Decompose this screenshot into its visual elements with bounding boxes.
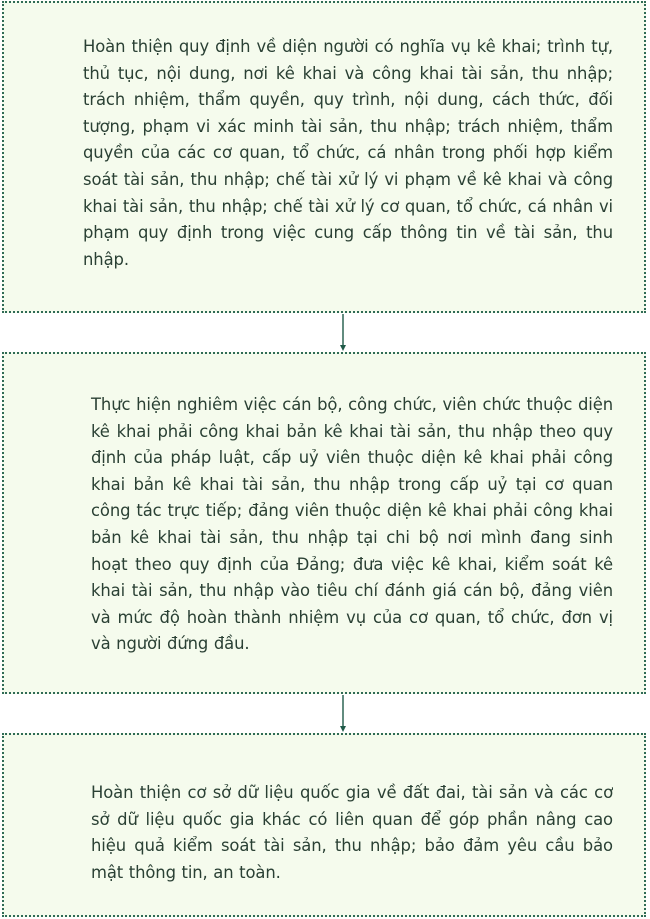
down-arrow-icon [337, 695, 349, 733]
flow-step-1-box [2, 1, 646, 313]
flow-step-3-box [2, 733, 646, 917]
flow-step-1-text: Hoàn thiện quy định về diện người có nghĩa vụ kê khai; trình tự, thủ tục, nội dung, nơi kê khai và công khai tài sản, thu nhập; trách nhiệm, thẩm quyền, quy trình, nội dung, cách thức, đối tượng, phạm vi xác minh tài sản, thu nhập; trách nhiệm, thẩm quyền của các cơ quan, tổ chức, cá nhân trong phối hợp kiểm soát tài sản, thu nhập; chế tài xử lý vi phạm về kê khai và công khai tài sản, thu nhập; chế tài xử lý cơ quan, tổ chức, cá nhân vi phạm quy định trong việc cung cấp thông tin về tài sản, thu nhập. [83, 37, 613, 269]
flow-step-2-text: Thực hiện nghiêm việc cán bộ, công chức, viên chức thuộc diện kê khai phải công khai bản kê khai tài sản, thu nhập theo quy định của pháp luật, cấp uỷ viên thuộc diện kê khai phải công khai bản kê khai tài sản, thu nhập trong cấp uỷ tại cơ quan công tác trực tiếp; đảng viên thuộc diện kê khai phải công khai bản kê khai tài sản, thu nhập tại chi bộ nơi mình đang sinh hoạt theo quy định của Đảng; đưa việc kê khai, kiểm soát kê khai tài sản, thu nhập vào tiêu chí đánh giá cán bộ, đảng viên và mức độ hoàn thành nhiệm vụ của cơ quan, tổ chức, đơn vị và người đứng đầu. [91, 395, 613, 654]
down-arrow-icon [337, 314, 349, 352]
flow-step-3-text: Hoàn thiện cơ sở dữ liệu quốc gia về đất đai, tài sản và các cơ sở dữ liệu quốc gia khác có liên quan để góp phần nâng cao hiệu quả kiểm soát tài sản, thu nhập; bảo đảm yêu cầu bảo mật thông tin, an toàn. [91, 783, 613, 882]
flow-step-2-box [2, 352, 646, 694]
